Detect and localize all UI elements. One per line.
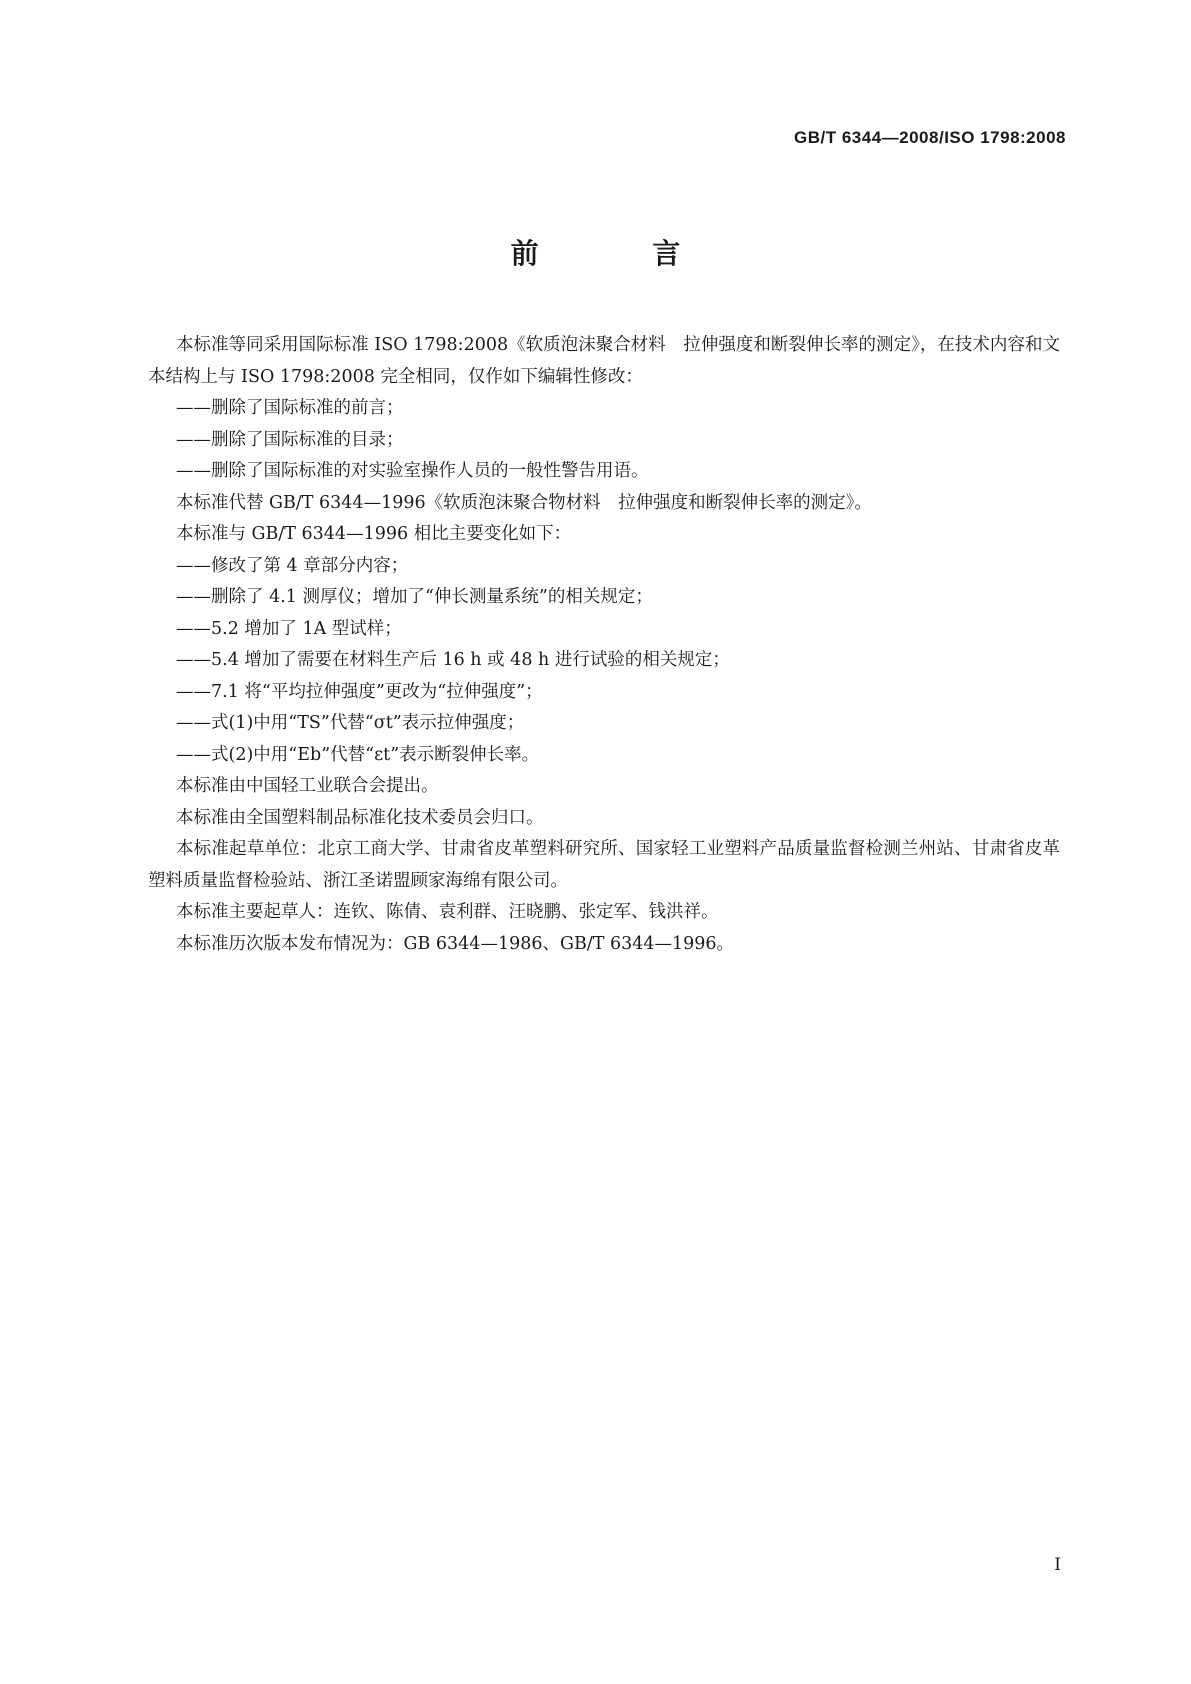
list-item: ——删除了国际标准的对实验室操作人员的一般性警告用语。 <box>176 461 649 481</box>
paragraph-replaces: 本标准代替 GB/T 6344—1996《软质泡沫聚合物材料 拉伸强度和断裂伸长率的测定》。 <box>176 492 872 513</box>
paragraph-proposer: 本标准由中国轻工业联合会提出。 <box>176 776 439 796</box>
list-item: ——修改了第 4 章部分内容； <box>176 555 409 576</box>
page-title: 前 言 <box>510 237 733 270</box>
page-number: I <box>1054 1555 1061 1575</box>
paragraph-drafting-units: 本标准起草单位：北京工商大学、甘肃省皮革塑料研究所、国家轻工业塑料产品质量监督检测兰州站、甘肃省皮革塑料质量监督检验站、浙江圣诺盟顾家海绵有限公司。 <box>148 839 1060 891</box>
paragraph-adoption: 本标准等同采用国际标准 ISO 1798:2008《软质泡沫聚合材料 拉伸强度和断裂伸长率的测定》，在技术内容和文本结构上与 ISO 1798:2008 完全相同，仅作如下编辑性修改： <box>148 335 1060 387</box>
list-item: ——删除了 4.1 测厚仪；增加了“伸长测量系统”的相关规定； <box>176 587 653 607</box>
paragraph-drafters: 本标准主要起草人：连钦、陈倩、袁利群、汪晓鹏、张定军、钱洪祥。 <box>176 902 719 922</box>
list-item: ——7.1 将“平均拉伸强度”更改为“拉伸强度”； <box>176 681 543 702</box>
list-item: ——删除了国际标准的目录； <box>176 429 404 450</box>
paragraph-changes-intro: 本标准与 GB/T 6344—1996 相比主要变化如下： <box>176 524 572 544</box>
paragraph-history: 本标准历次版本发布情况为：GB 6344—1986、GB/T 6344—1996。 <box>176 933 735 954</box>
paragraph-committee: 本标准由全国塑料制品标准化技术委员会归口。 <box>176 807 544 828</box>
list-item: ——5.4 增加了需要在材料生产后 16 h 或 48 h 进行试验的相关规定； <box>176 650 730 670</box>
list-item: ——5.2 增加了 1A 型试样； <box>176 618 402 639</box>
list-item: ——删除了国际标准的前言； <box>176 398 404 418</box>
list-item: ——式(1)中用“TS”代替“σt”表示拉伸强度； <box>176 713 525 733</box>
list-item: ——式(2)中用“Eb”代替“εt”表示断裂伸长率。 <box>176 744 540 765</box>
document-body <box>148 330 1060 960</box>
standard-code-header: GB/T 6344—2008/ISO 1798:2008 <box>794 128 1066 147</box>
